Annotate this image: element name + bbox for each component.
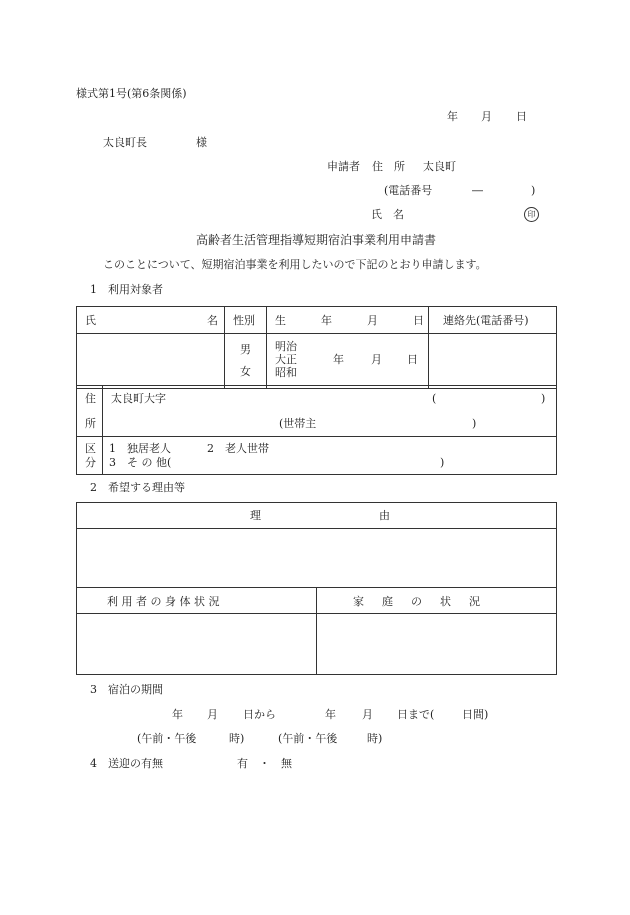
address-label-top: 住 [85, 392, 96, 405]
reason-header-right: 由 [379, 509, 390, 522]
reason-header-left: 理 [250, 509, 261, 522]
header-birth: 生 [275, 314, 286, 327]
applicant-name-label: 氏 名 [371, 208, 404, 221]
era-meiji[interactable]: 明治 [275, 340, 297, 353]
form-id: 様式第1号(第6条関係) [76, 87, 187, 100]
applicant-table-row [77, 334, 557, 389]
page-title: 高齢者生活管理指導短期宿泊事業利用申請書 [196, 233, 437, 247]
householder-label: (世帯主 [279, 417, 317, 430]
category-other-close: ) [440, 456, 445, 469]
reason-input-area[interactable] [77, 529, 556, 587]
applicant-label: 申請者 [327, 160, 360, 173]
contact-input-cell[interactable] [429, 334, 557, 389]
section3-heading: 3 宿泊の期間 [90, 683, 163, 696]
birthdate-cell[interactable] [267, 334, 429, 389]
address-input-cell[interactable] [103, 386, 557, 437]
stay-start-hour: 時) [229, 732, 245, 745]
applicant-phone-close: ) [531, 184, 536, 197]
applicant-table-header [77, 307, 557, 334]
address-label-bottom: 所 [85, 417, 96, 430]
stay-end-time[interactable]: (午前・午後 [278, 732, 338, 745]
header-birth-cell [267, 307, 429, 334]
era-day: 日 [407, 353, 418, 366]
header-gender-cell [225, 307, 267, 334]
stay-end-year: 年 [325, 708, 336, 721]
era-month: 月 [371, 353, 382, 366]
transport-options[interactable]: 有 ・ 無 [237, 757, 292, 770]
addressee-name: 太良町長 [103, 136, 147, 149]
header-contact-cell [429, 307, 557, 334]
gender-cell[interactable] [225, 334, 267, 389]
header-gender: 性別 [233, 314, 255, 327]
user-condition-label: 利 用 者 の 身 体 状 況 [107, 595, 220, 608]
gender-male[interactable]: 男 [240, 343, 251, 356]
stay-end-day: 日まで( [397, 708, 435, 721]
address-open-paren: ( [432, 392, 437, 405]
era-showa[interactable]: 昭和 [275, 366, 297, 379]
stay-start-time[interactable]: (午前・午後 [137, 732, 197, 745]
gender-female[interactable]: 女 [240, 365, 251, 378]
header-name-right: 名 [207, 314, 218, 327]
applicant-table [76, 306, 557, 389]
applicant-phone-dash: ― [472, 184, 483, 197]
address-close-paren: ) [541, 392, 546, 405]
category-option-elderly-household[interactable]: 2 老人世帯 [207, 442, 269, 455]
seal-mark [524, 207, 539, 222]
header-birth-day: 日 [413, 314, 424, 327]
header-name-cell [77, 307, 225, 334]
stay-start-year: 年 [172, 708, 183, 721]
applicant-address-label: 住 所 [372, 160, 405, 173]
date-year-label: 年 [447, 110, 458, 123]
seal-icon: 印 [524, 207, 539, 222]
category-label-bottom: 分 [85, 456, 96, 469]
era-year: 年 [333, 353, 344, 366]
stay-end-month: 月 [362, 708, 373, 721]
address-table [76, 385, 557, 475]
address-row [77, 386, 557, 437]
header-name-left: 氏 [85, 314, 96, 327]
header-contact: 連絡先(電話番号) [443, 314, 529, 327]
header-birth-year: 年 [321, 314, 332, 327]
reason-box [76, 502, 557, 675]
householder-close: ) [472, 417, 477, 430]
category-label-top: 区 [85, 442, 96, 455]
section1-heading: 1 利用対象者 [90, 283, 163, 296]
intro-text: このことについて、短期宿泊事業を利用したいので下記のとおり申請します。 [103, 258, 487, 271]
family-condition-input[interactable] [317, 614, 556, 674]
header-birth-month: 月 [367, 314, 378, 327]
applicant-phone-label: (電話番号 [384, 184, 433, 197]
category-option-living-alone[interactable]: 1 独居老人 [109, 442, 171, 455]
user-condition-input[interactable] [77, 614, 316, 674]
era-taisho[interactable]: 大正 [275, 353, 297, 366]
address-value: 太良町大字 [111, 392, 166, 405]
family-condition-label: 家 庭 の 状 況 [353, 595, 480, 608]
category-option-other[interactable]: 3 そ の 他( [109, 456, 172, 469]
stay-start-day: 日から [243, 708, 276, 721]
category-label-cell [77, 437, 103, 475]
section2-heading: 2 希望する理由等 [90, 481, 185, 494]
addressee-honorific: 様 [196, 136, 207, 149]
name-input-cell[interactable] [77, 334, 225, 389]
address-label-cell [77, 386, 103, 437]
date-month-label: 月 [481, 110, 492, 123]
applicant-address-value: 太良町 [423, 160, 456, 173]
category-options-cell[interactable] [103, 437, 557, 475]
category-row [77, 437, 557, 475]
section4-heading: 4 送迎の有無 [90, 757, 163, 770]
stay-start-month: 月 [207, 708, 218, 721]
stay-days: 日間) [462, 708, 489, 721]
stay-end-hour: 時) [367, 732, 383, 745]
date-day-label: 日 [516, 110, 527, 123]
